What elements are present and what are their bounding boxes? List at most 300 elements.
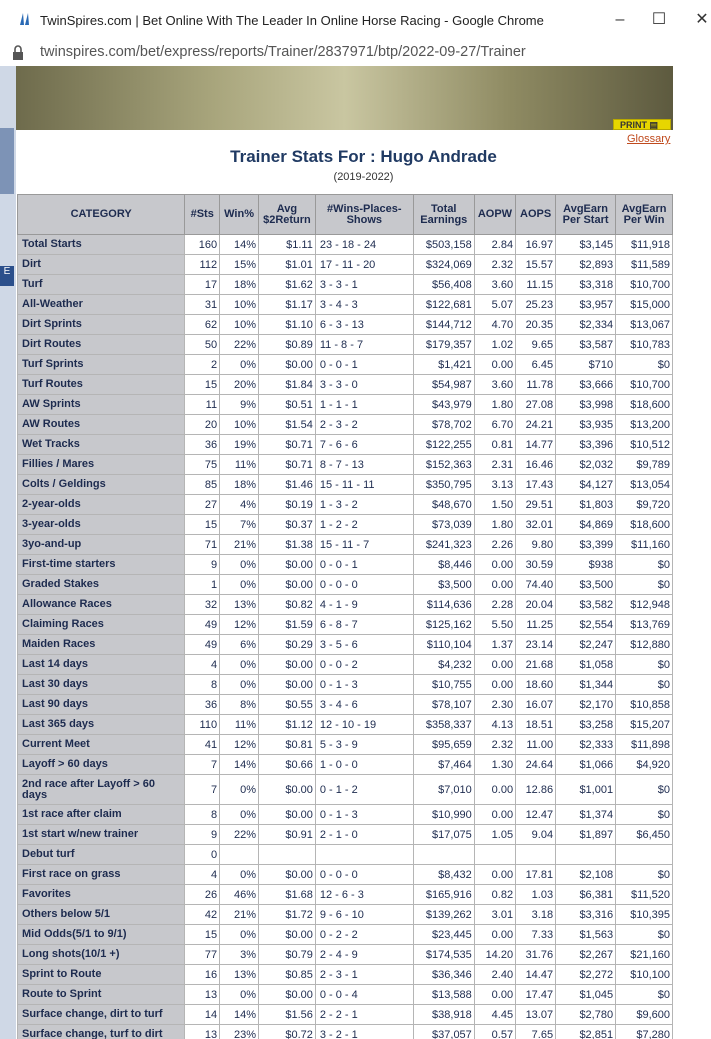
category-cell: Last 365 days bbox=[18, 715, 185, 735]
starts-cell: 9 bbox=[185, 555, 220, 575]
win-pct-cell: 7% bbox=[220, 515, 259, 535]
wins-places-shows-cell: 5 - 3 - 9 bbox=[315, 735, 413, 755]
starts-cell: 7 bbox=[185, 755, 220, 775]
table-row bbox=[18, 845, 673, 865]
earnings-cell: $241,323 bbox=[413, 535, 474, 555]
category-cell: AW Sprints bbox=[18, 395, 185, 415]
header-avg-return: Avg $2Return bbox=[259, 195, 316, 235]
win-pct-cell: 23% bbox=[220, 1025, 259, 1039]
header-total-earnings: Total Earnings bbox=[413, 195, 474, 235]
table-row bbox=[18, 905, 673, 925]
aopw-cell: 0.00 bbox=[474, 575, 515, 595]
header-win-pct: Win% bbox=[220, 195, 259, 235]
wins-places-shows-cell: 0 - 0 - 0 bbox=[315, 575, 413, 595]
aops-cell: 17.47 bbox=[516, 985, 556, 1005]
avgearn-per-win-cell: $13,200 bbox=[616, 415, 673, 435]
aops-cell: 21.68 bbox=[516, 655, 556, 675]
win-pct-cell: 12% bbox=[220, 735, 259, 755]
avgearn-per-win-cell: $10,700 bbox=[616, 375, 673, 395]
category-cell: Last 14 days bbox=[18, 655, 185, 675]
earnings-cell: $1,421 bbox=[413, 355, 474, 375]
avg-return-cell: $0.82 bbox=[259, 595, 316, 615]
win-pct-cell: 21% bbox=[220, 535, 259, 555]
avg-return-cell: $0.81 bbox=[259, 735, 316, 755]
avg-return-cell: $0.71 bbox=[259, 455, 316, 475]
table-row bbox=[18, 885, 673, 905]
table-row bbox=[18, 595, 673, 615]
wins-places-shows-cell: 0 - 0 - 1 bbox=[315, 355, 413, 375]
avgearn-per-start-cell: $2,108 bbox=[556, 865, 616, 885]
earnings-cell: $179,357 bbox=[413, 335, 474, 355]
avg-return-cell: $0.00 bbox=[259, 985, 316, 1005]
earnings-cell: $13,588 bbox=[413, 985, 474, 1005]
earnings-cell: $139,262 bbox=[413, 905, 474, 925]
earnings-cell: $4,232 bbox=[413, 655, 474, 675]
starts-cell: 13 bbox=[185, 985, 220, 1005]
win-pct-cell: 0% bbox=[220, 805, 259, 825]
avgearn-per-start-cell: $710 bbox=[556, 355, 616, 375]
aopw-cell: 5.50 bbox=[474, 615, 515, 635]
category-cell: Turf bbox=[18, 275, 185, 295]
aops-cell: 6.45 bbox=[516, 355, 556, 375]
win-pct-cell: 11% bbox=[220, 715, 259, 735]
win-pct-cell: 0% bbox=[220, 985, 259, 1005]
avg-return-cell: $1.54 bbox=[259, 415, 316, 435]
category-cell: Maiden Races bbox=[18, 635, 185, 655]
table-row bbox=[18, 775, 673, 805]
starts-cell: 1 bbox=[185, 575, 220, 595]
avg-return-cell: $0.00 bbox=[259, 655, 316, 675]
earnings-cell: $350,795 bbox=[413, 475, 474, 495]
category-cell: First-time starters bbox=[18, 555, 185, 575]
avgearn-per-win-cell: $11,589 bbox=[616, 255, 673, 275]
win-pct-cell: 21% bbox=[220, 905, 259, 925]
starts-cell: 85 bbox=[185, 475, 220, 495]
aops-cell: 11.78 bbox=[516, 375, 556, 395]
category-cell: Allowance Races bbox=[18, 595, 185, 615]
table-row bbox=[18, 495, 673, 515]
aops-cell: 24.21 bbox=[516, 415, 556, 435]
aopw-cell: 4.45 bbox=[474, 1005, 515, 1025]
avgearn-per-win-cell: $11,918 bbox=[616, 235, 673, 255]
earnings-cell: $3,500 bbox=[413, 575, 474, 595]
category-cell: Dirt bbox=[18, 255, 185, 275]
wins-places-shows-cell: 12 - 10 - 19 bbox=[315, 715, 413, 735]
table-row bbox=[18, 415, 673, 435]
avg-return-cell: $0.66 bbox=[259, 755, 316, 775]
win-pct-cell: 12% bbox=[220, 615, 259, 635]
starts-cell: 112 bbox=[185, 255, 220, 275]
avg-return-cell: $0.89 bbox=[259, 335, 316, 355]
avgearn-per-start-cell: $3,316 bbox=[556, 905, 616, 925]
starts-cell: 7 bbox=[185, 775, 220, 805]
earnings-cell: $165,916 bbox=[413, 885, 474, 905]
table-row bbox=[18, 1005, 673, 1025]
win-pct-cell: 46% bbox=[220, 885, 259, 905]
avg-return-cell: $1.56 bbox=[259, 1005, 316, 1025]
wins-places-shows-cell: 6 - 8 - 7 bbox=[315, 615, 413, 635]
earnings-cell: $110,104 bbox=[413, 635, 474, 655]
print-label: PRINT bbox=[620, 120, 647, 130]
earnings-cell: $114,636 bbox=[413, 595, 474, 615]
twinspires-logo-icon bbox=[18, 12, 32, 26]
win-pct-cell: 0% bbox=[220, 655, 259, 675]
aops-cell: 25.23 bbox=[516, 295, 556, 315]
aopw-cell: 2.28 bbox=[474, 595, 515, 615]
printer-icon: ▤ bbox=[649, 120, 659, 130]
avg-return-cell: $0.00 bbox=[259, 925, 316, 945]
starts-cell: 15 bbox=[185, 515, 220, 535]
starts-cell: 75 bbox=[185, 455, 220, 475]
category-cell: Last 90 days bbox=[18, 695, 185, 715]
avgearn-per-win-cell: $12,948 bbox=[616, 595, 673, 615]
avgearn-per-win-cell: $0 bbox=[616, 775, 673, 805]
earnings-cell: $37,057 bbox=[413, 1025, 474, 1039]
wins-places-shows-cell: 12 - 6 - 3 bbox=[315, 885, 413, 905]
starts-cell: 8 bbox=[185, 675, 220, 695]
starts-cell: 9 bbox=[185, 825, 220, 845]
aops-cell: 30.59 bbox=[516, 555, 556, 575]
starts-cell: 2 bbox=[185, 355, 220, 375]
aops-cell: 12.86 bbox=[516, 775, 556, 805]
table-row bbox=[18, 615, 673, 635]
earnings-cell: $144,712 bbox=[413, 315, 474, 335]
avg-return-cell: $1.17 bbox=[259, 295, 316, 315]
aopw-cell: 0.00 bbox=[474, 775, 515, 805]
wins-places-shows-cell: 3 - 4 - 3 bbox=[315, 295, 413, 315]
category-cell: 1st race after claim bbox=[18, 805, 185, 825]
address-bar[interactable] bbox=[0, 40, 711, 66]
win-pct-cell: 14% bbox=[220, 755, 259, 775]
wins-places-shows-cell: 3 - 3 - 1 bbox=[315, 275, 413, 295]
wins-places-shows-cell: 0 - 1 - 2 bbox=[315, 775, 413, 805]
avgearn-per-win-cell: $18,600 bbox=[616, 395, 673, 415]
avgearn-per-start-cell bbox=[556, 845, 616, 865]
aopw-cell: 1.80 bbox=[474, 515, 515, 535]
avgearn-per-win-cell: $15,207 bbox=[616, 715, 673, 735]
table-row bbox=[18, 315, 673, 335]
avg-return-cell: $0.00 bbox=[259, 805, 316, 825]
avg-return-cell: $1.59 bbox=[259, 615, 316, 635]
avgearn-per-start-cell: $1,058 bbox=[556, 655, 616, 675]
aops-cell: 9.04 bbox=[516, 825, 556, 845]
avg-return-cell: $0.85 bbox=[259, 965, 316, 985]
url-text[interactable]: twinspires.com/bet/express/reports/Trainer/2837971/btp/2022-09-27/Trainer bbox=[40, 44, 526, 60]
win-pct-cell: 10% bbox=[220, 295, 259, 315]
header-starts: #Sts bbox=[185, 195, 220, 235]
avgearn-per-win-cell: $0 bbox=[616, 925, 673, 945]
aops-cell: 20.04 bbox=[516, 595, 556, 615]
avg-return-cell: $1.62 bbox=[259, 275, 316, 295]
avgearn-per-start-cell: $3,587 bbox=[556, 335, 616, 355]
aopw-cell: 2.26 bbox=[474, 535, 515, 555]
table-row bbox=[18, 715, 673, 735]
category-cell: Dirt Routes bbox=[18, 335, 185, 355]
aops-cell: 20.35 bbox=[516, 315, 556, 335]
avgearn-per-win-cell: $6,450 bbox=[616, 825, 673, 845]
aopw-cell bbox=[474, 845, 515, 865]
aops-cell: 16.07 bbox=[516, 695, 556, 715]
aops-cell: 11.25 bbox=[516, 615, 556, 635]
table-row bbox=[18, 825, 673, 845]
avgearn-per-start-cell: $3,399 bbox=[556, 535, 616, 555]
wins-places-shows-cell: 0 - 1 - 3 bbox=[315, 675, 413, 695]
avgearn-per-start-cell: $1,374 bbox=[556, 805, 616, 825]
starts-cell: 50 bbox=[185, 335, 220, 355]
aops-cell: 18.51 bbox=[516, 715, 556, 735]
win-pct-cell: 22% bbox=[220, 825, 259, 845]
aops-cell: 24.64 bbox=[516, 755, 556, 775]
avgearn-per-start-cell: $1,045 bbox=[556, 985, 616, 1005]
aopw-cell: 2.84 bbox=[474, 235, 515, 255]
earnings-cell: $78,107 bbox=[413, 695, 474, 715]
avg-return-cell: $1.10 bbox=[259, 315, 316, 335]
table-row bbox=[18, 435, 673, 455]
avg-return-cell: $0.00 bbox=[259, 575, 316, 595]
avgearn-per-win-cell: $11,160 bbox=[616, 535, 673, 555]
avgearn-per-win-cell: $7,280 bbox=[616, 1025, 673, 1039]
aopw-cell: 2.30 bbox=[474, 695, 515, 715]
aops-cell: 18.60 bbox=[516, 675, 556, 695]
avg-return-cell: $0.71 bbox=[259, 435, 316, 455]
category-cell: 3-year-olds bbox=[18, 515, 185, 535]
starts-cell: 20 bbox=[185, 415, 220, 435]
earnings-cell: $122,681 bbox=[413, 295, 474, 315]
starts-cell: 62 bbox=[185, 315, 220, 335]
aops-cell: 31.76 bbox=[516, 945, 556, 965]
aopw-cell: 0.81 bbox=[474, 435, 515, 455]
lock-icon bbox=[10, 45, 26, 61]
starts-cell: 8 bbox=[185, 805, 220, 825]
aopw-cell: 6.70 bbox=[474, 415, 515, 435]
aopw-cell: 1.30 bbox=[474, 755, 515, 775]
table-row bbox=[18, 945, 673, 965]
aops-cell: 29.51 bbox=[516, 495, 556, 515]
avgearn-per-start-cell: $2,272 bbox=[556, 965, 616, 985]
aopw-cell: 5.07 bbox=[474, 295, 515, 315]
avgearn-per-start-cell: $3,998 bbox=[556, 395, 616, 415]
avgearn-per-start-cell: $2,554 bbox=[556, 615, 616, 635]
wins-places-shows-cell: 2 - 2 - 1 bbox=[315, 1005, 413, 1025]
aopw-cell: 2.40 bbox=[474, 965, 515, 985]
avgearn-per-win-cell: $10,858 bbox=[616, 695, 673, 715]
avgearn-per-win-cell: $10,512 bbox=[616, 435, 673, 455]
trainer-stats-table bbox=[17, 194, 673, 1039]
earnings-cell: $48,670 bbox=[413, 495, 474, 515]
starts-cell: 49 bbox=[185, 635, 220, 655]
aopw-cell: 0.00 bbox=[474, 925, 515, 945]
table-row bbox=[18, 455, 673, 475]
wins-places-shows-cell: 23 - 18 - 24 bbox=[315, 235, 413, 255]
aopw-cell: 1.05 bbox=[474, 825, 515, 845]
minimize-button[interactable]: – bbox=[615, 11, 625, 28]
wins-places-shows-cell: 1 - 1 - 1 bbox=[315, 395, 413, 415]
win-pct-cell: 3% bbox=[220, 945, 259, 965]
earnings-cell: $38,918 bbox=[413, 1005, 474, 1025]
category-cell: 3yo-and-up bbox=[18, 535, 185, 555]
starts-cell: 71 bbox=[185, 535, 220, 555]
win-pct-cell: 6% bbox=[220, 635, 259, 655]
win-pct-cell: 19% bbox=[220, 435, 259, 455]
starts-cell: 17 bbox=[185, 275, 220, 295]
avgearn-per-win-cell bbox=[616, 845, 673, 865]
starts-cell: 4 bbox=[185, 655, 220, 675]
aops-cell: 9.65 bbox=[516, 335, 556, 355]
earnings-cell: $8,432 bbox=[413, 865, 474, 885]
avgearn-per-win-cell: $11,520 bbox=[616, 885, 673, 905]
win-pct-cell: 20% bbox=[220, 375, 259, 395]
aopw-cell: 2.32 bbox=[474, 255, 515, 275]
starts-cell: 4 bbox=[185, 865, 220, 885]
aops-cell: 13.07 bbox=[516, 1005, 556, 1025]
wins-places-shows-cell: 6 - 3 - 13 bbox=[315, 315, 413, 335]
aopw-cell: 1.50 bbox=[474, 495, 515, 515]
wins-places-shows-cell: 17 - 11 - 20 bbox=[315, 255, 413, 275]
avgearn-per-start-cell: $2,170 bbox=[556, 695, 616, 715]
win-pct-cell: 14% bbox=[220, 235, 259, 255]
starts-cell: 36 bbox=[185, 695, 220, 715]
window-title: TwinSpires.com | Bet Online With The Leader In Online Horse Racing - Google Chrome bbox=[40, 13, 544, 28]
table-row bbox=[18, 965, 673, 985]
aopw-cell: 0.00 bbox=[474, 675, 515, 695]
avgearn-per-win-cell: $0 bbox=[616, 805, 673, 825]
win-pct-cell: 0% bbox=[220, 355, 259, 375]
avgearn-per-win-cell: $0 bbox=[616, 985, 673, 1005]
wins-places-shows-cell: 2 - 3 - 1 bbox=[315, 965, 413, 985]
earnings-cell: $503,158 bbox=[413, 235, 474, 255]
table-row bbox=[18, 925, 673, 945]
starts-cell: 110 bbox=[185, 715, 220, 735]
category-cell: Long shots(10/1 +) bbox=[18, 945, 185, 965]
earnings-cell: $95,659 bbox=[413, 735, 474, 755]
starts-cell: 49 bbox=[185, 615, 220, 635]
win-pct-cell: 0% bbox=[220, 555, 259, 575]
avg-return-cell: $0.51 bbox=[259, 395, 316, 415]
glossary-link[interactable]: Glossary bbox=[627, 133, 671, 145]
avgearn-per-win-cell: $0 bbox=[616, 555, 673, 575]
avgearn-per-win-cell: $10,395 bbox=[616, 905, 673, 925]
earnings-cell: $7,464 bbox=[413, 755, 474, 775]
table-row bbox=[18, 865, 673, 885]
starts-cell: 42 bbox=[185, 905, 220, 925]
starts-cell: 36 bbox=[185, 435, 220, 455]
aopw-cell: 0.00 bbox=[474, 985, 515, 1005]
avgearn-per-start-cell: $1,803 bbox=[556, 495, 616, 515]
avgearn-per-start-cell: $2,267 bbox=[556, 945, 616, 965]
table-row bbox=[18, 735, 673, 755]
avgearn-per-win-cell: $18,600 bbox=[616, 515, 673, 535]
avg-return-cell: $0.00 bbox=[259, 355, 316, 375]
table-row bbox=[18, 805, 673, 825]
aops-cell bbox=[516, 845, 556, 865]
avgearn-per-win-cell: $13,054 bbox=[616, 475, 673, 495]
avgearn-per-win-cell: $13,769 bbox=[616, 615, 673, 635]
table-row bbox=[18, 985, 673, 1005]
category-cell: Route to Sprint bbox=[18, 985, 185, 1005]
avgearn-per-start-cell: $3,666 bbox=[556, 375, 616, 395]
win-pct-cell: 11% bbox=[220, 455, 259, 475]
aops-cell: 17.43 bbox=[516, 475, 556, 495]
aops-cell: 15.57 bbox=[516, 255, 556, 275]
starts-cell: 160 bbox=[185, 235, 220, 255]
table-row bbox=[18, 655, 673, 675]
table-row bbox=[18, 675, 673, 695]
win-pct-cell: 18% bbox=[220, 475, 259, 495]
avgearn-per-win-cell: $10,700 bbox=[616, 275, 673, 295]
aops-cell: 11.00 bbox=[516, 735, 556, 755]
table-row bbox=[18, 555, 673, 575]
wins-places-shows-cell: 15 - 11 - 11 bbox=[315, 475, 413, 495]
win-pct-cell: 0% bbox=[220, 925, 259, 945]
avgearn-per-start-cell: $3,935 bbox=[556, 415, 616, 435]
earnings-cell: $358,337 bbox=[413, 715, 474, 735]
avgearn-per-start-cell: $3,318 bbox=[556, 275, 616, 295]
win-pct-cell: 8% bbox=[220, 695, 259, 715]
wins-places-shows-cell bbox=[315, 845, 413, 865]
table-row bbox=[18, 335, 673, 355]
category-cell: Favorites bbox=[18, 885, 185, 905]
avgearn-per-start-cell: $3,145 bbox=[556, 235, 616, 255]
avgearn-per-start-cell: $6,381 bbox=[556, 885, 616, 905]
avgearn-per-start-cell: $1,344 bbox=[556, 675, 616, 695]
wins-places-shows-cell: 8 - 7 - 13 bbox=[315, 455, 413, 475]
table-row bbox=[18, 375, 673, 395]
header-avgearn-per-win: AvgEarn Per Win bbox=[616, 195, 673, 235]
category-cell: Surface change, turf to dirt bbox=[18, 1025, 185, 1039]
avgearn-per-win-cell: $9,789 bbox=[616, 455, 673, 475]
category-cell: Claiming Races bbox=[18, 615, 185, 635]
starts-cell: 15 bbox=[185, 375, 220, 395]
avg-return-cell: $0.79 bbox=[259, 945, 316, 965]
starts-cell: 27 bbox=[185, 495, 220, 515]
aopw-cell: 0.00 bbox=[474, 865, 515, 885]
close-button[interactable]: ✕ bbox=[695, 11, 709, 28]
avgearn-per-win-cell: $13,067 bbox=[616, 315, 673, 335]
aopw-cell: 1.37 bbox=[474, 635, 515, 655]
print-button[interactable] bbox=[613, 119, 671, 130]
table-row bbox=[18, 515, 673, 535]
starts-cell: 11 bbox=[185, 395, 220, 415]
maximize-button[interactable]: ☐ bbox=[651, 11, 667, 28]
earnings-cell: $10,990 bbox=[413, 805, 474, 825]
wins-places-shows-cell: 3 - 3 - 0 bbox=[315, 375, 413, 395]
table-row bbox=[18, 695, 673, 715]
aopw-cell: 0.82 bbox=[474, 885, 515, 905]
wins-places-shows-cell: 1 - 2 - 2 bbox=[315, 515, 413, 535]
avgearn-per-win-cell: $10,100 bbox=[616, 965, 673, 985]
category-cell: Turf Sprints bbox=[18, 355, 185, 375]
category-cell: Wet Tracks bbox=[18, 435, 185, 455]
wins-places-shows-cell: 3 - 2 - 1 bbox=[315, 1025, 413, 1039]
aops-cell: 27.08 bbox=[516, 395, 556, 415]
avgearn-per-win-cell: $10,783 bbox=[616, 335, 673, 355]
earnings-cell: $78,702 bbox=[413, 415, 474, 435]
earnings-cell: $152,363 bbox=[413, 455, 474, 475]
header-aops: AOPS bbox=[516, 195, 556, 235]
avgearn-per-start-cell: $2,333 bbox=[556, 735, 616, 755]
category-cell: Fillies / Mares bbox=[18, 455, 185, 475]
aopw-cell: 0.00 bbox=[474, 555, 515, 575]
category-cell: Total Starts bbox=[18, 235, 185, 255]
wins-places-shows-cell: 0 - 0 - 1 bbox=[315, 555, 413, 575]
avgearn-per-win-cell: $0 bbox=[616, 865, 673, 885]
starts-cell: 15 bbox=[185, 925, 220, 945]
table-row bbox=[18, 395, 673, 415]
racing-banner-image bbox=[16, 66, 673, 130]
aopw-cell: 1.02 bbox=[474, 335, 515, 355]
table-row bbox=[18, 275, 673, 295]
aopw-cell: 3.13 bbox=[474, 475, 515, 495]
